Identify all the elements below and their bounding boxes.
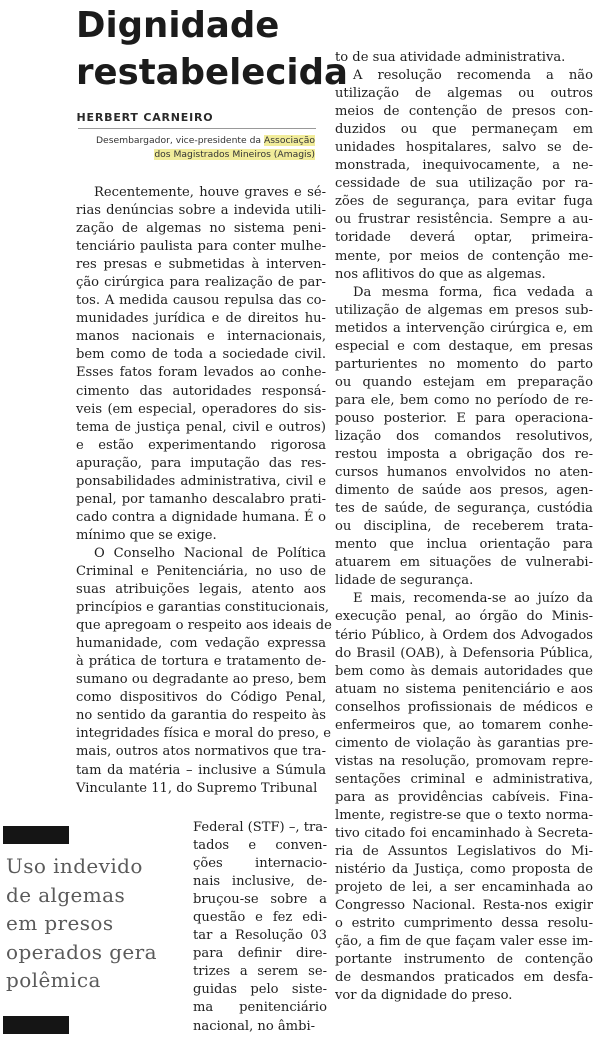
text-line: no sentido da garantia do respeito às [76,708,326,724]
text-line: para definir dire- [193,946,327,962]
author-affiliation [80,134,315,161]
text-line: tar a Resolução 03 [193,928,327,944]
text-line: cessidade de sua utilização por ra- [335,176,593,192]
text-line: Congresso Nacional. Resta-nos exigir [335,898,593,914]
text-line: mente, por meios de contenção me- [335,248,593,264]
byline-divider [78,128,316,129]
text-line: tes de saúde, de segurança, custódia [335,501,593,517]
text-line: zões de segurança, para evitar fuga [335,194,593,210]
affiliation-highlight-1: Associação [263,135,315,146]
author-byline: HERBERT CARNEIRO [76,111,214,124]
text-line: e estão experimentando rigorosa [76,437,326,453]
affiliation-text: Desembargador, vice-presidente da [95,135,264,146]
text-line: cimento de violação às garantias pre- [335,735,593,751]
text-line: à prática de tortura e tratamento de- [76,654,326,670]
text-line: tenciário paulista para conter mulhe- [76,239,326,255]
pull-quote-line: polêmica [6,968,101,992]
text-line: bruçou-se sobre a [193,892,327,908]
text-line: humanidade, com vedação expressa [76,636,326,652]
text-line: para ele, bem como no período de re- [335,392,593,408]
text-line: munidades jurídica e de direitos hu- [76,311,326,327]
text-line: ção cirúrgica para realização de par- [76,275,326,291]
text-line: unidades hospitalares, salvo se de- [335,140,593,156]
text-line: restou imposta a obrigação dos re- [335,447,593,463]
text-line: Esses fatos foram levados ao conhe- [76,365,326,381]
text-line: portante instrumento de contenção [335,952,593,968]
text-line: execução penal, ao órgão do Minis- [335,609,593,625]
text-line: ponsabilidades administrativa, civil e [76,473,326,489]
text-line: Federal (STF) –, tra- [193,820,328,835]
pull-quote-line: operados gera [6,939,157,964]
pull-quote-line: Uso indevido [6,854,143,878]
text-line: sentações criminal e administrativa, [335,771,593,787]
text-line: do Brasil (OAB), à Defensoria Pública, [335,645,593,661]
text-line: utilização de algemas em presos sub- [335,302,593,318]
text-line: que apregoam o respeito aos ideais de [76,618,332,634]
text-line: lidade de segurança. [335,573,474,589]
text-line: projeto de lei, a ser encaminhada ao [335,880,593,896]
text-line: tivo citado foi encaminhado à Secreta- [335,826,593,842]
title-line-1: Dignidade [76,5,280,46]
text-line: como dispositivos do Código Penal, [76,690,326,706]
text-line: parturientes no momento do parto [335,356,593,372]
text-line: Criminal e Penitenciária, no uso de [76,563,326,579]
text-line: suas atribuições legais, atento aos [76,582,326,598]
text-line: mento que inclua orientação para [335,537,593,553]
text-line: manos nacionais e internacionais, [76,329,326,345]
text-line: atuam no sistema penitenciário e aos [335,681,593,697]
text-line: ção, a fim de que façam valer esse im- [335,934,593,950]
text-line: rias denúncias sobre a indevida utili- [76,203,326,219]
text-line: questão e fez edi- [193,910,327,926]
text-line: trizes a serem se- [193,964,327,980]
text-line: nistério da Justiça, como proposta de [335,862,593,878]
text-line: cimento das autoridades responsá- [76,383,326,399]
article-column-right [335,49,593,1005]
text-line: atuarem em situações de vulnerabi- [335,555,593,571]
text-line: pouso posterior. E para operaciona- [335,410,593,426]
text-line: tos. A medida causou repulsa das co- [76,293,326,309]
text-line: tema de justiça penal, civil e outros) [76,419,326,435]
text-line: ou disciplina, de receberem trata- [335,519,593,535]
text-line: lmente, registre-se que o texto norma- [335,807,593,823]
text-line: Da mesma forma, fica vedada a [353,284,593,300]
text-line: integridades física e moral do preso, e [76,726,332,742]
article-column-left [76,184,332,798]
text-line: ma penitenciário [193,1000,327,1016]
text-line: tam da matéria – inclusive a Súmula [76,762,326,778]
article-title [76,2,348,96]
text-line: nos aflitivos do que as algemas. [335,266,546,282]
text-line: cursos humanos envolvidos no aten- [335,465,593,481]
text-line: lização dos comandos resolutivos, [335,428,593,444]
text-line: utilização de algemas ou outros [335,86,593,102]
text-line: tados e conven- [193,838,327,854]
text-line: O Conselho Nacional de Política [94,545,326,561]
text-line: mais, outros atos normativos que tra- [76,744,326,760]
pull-quote-top-bar [3,826,69,844]
text-line: vistas na resolução, promovam repre- [335,753,593,769]
text-line: bem como de toda a sociedade civil. [76,347,326,363]
text-line: Recentemente, houve graves e sé- [94,185,326,200]
text-line: penal, por tamanho descalabro prati- [76,491,326,507]
text-line: duzidos ou que permaneçam em [335,122,593,138]
text-line: veis (em especial, operadores do sis- [76,401,326,417]
text-line: guidas pelo siste- [193,982,327,998]
text-line: bem como às demais autoridades que [335,663,593,679]
text-line: nais inclusive, de- [193,874,327,890]
text-line: para as providências cabíveis. Fina- [335,789,593,805]
text-line: A resolução recomenda a não [353,68,593,84]
text-line: nacional, no âmbi- [193,1018,316,1034]
text-line: ções internacio- [193,856,327,872]
text-line: o estrito cumprimento dessa resolu- [335,916,593,932]
text-line: mínimo que se exige. [76,527,217,543]
text-line: ou frustrar resistência. Sempre a au- [335,212,593,228]
text-line: ou quando estejam em preparação [335,374,593,390]
text-line: especial e com destaque, em presas [335,338,593,354]
text-line: to de sua atividade administrativa. [335,50,566,65]
text-line: toridade deverá optar, primeira- [335,230,593,246]
pull-quote-bottom-bar [3,1016,69,1034]
text-line: tério Público, à Ordem dos Advogados [335,627,593,643]
text-line: E mais, recomenda-se ao juízo da [353,591,593,607]
text-line: enfermeiros que, ao tomarem conhe- [335,717,593,733]
text-line: metidos a intervenção cirúrgica e, em [335,320,593,336]
text-line: sumano ou degradante ao preso, bem [76,672,327,688]
text-line: zação de algemas no sistema peni- [76,221,326,237]
text-line: de desmandos praticados em desfa- [335,970,593,986]
pull-quote-line: de algemas [6,882,126,907]
article-column-left-continued [193,819,327,1036]
affiliation-highlight-2: dos Magistrados Mineiros (Amagis) [154,148,315,160]
text-line: Vinculante 11, do Supremo Tribunal [76,780,318,796]
text-line: res presas e submetidas à interven- [76,257,326,273]
text-line: apuração, para imputação das res- [76,455,326,471]
text-line: monstrada, inequivocamente, a ne- [335,158,593,174]
text-line: dimento de saúde aos presos, agen- [335,483,593,499]
text-line: cado contra a dignidade humana. É o [76,509,326,525]
text-line: ria de Assuntos Legislativos do Mi- [335,844,593,860]
text-line: princípios e garantias constitucionais, [76,600,330,616]
text-line: meios de contenção de presos con- [335,104,593,120]
text-line: vor da dignidade do preso. [335,988,513,1004]
pull-quote [6,852,186,995]
pull-quote-line: em presos [6,911,114,935]
text-line: conselhos profissionais de médicos e [335,699,593,715]
title-line-2: restabelecida [76,52,348,93]
